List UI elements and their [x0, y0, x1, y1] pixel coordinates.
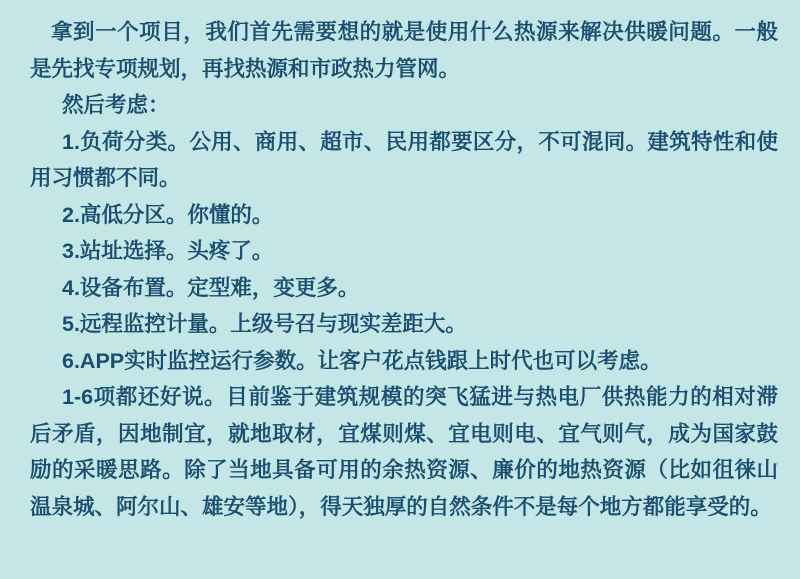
paragraph-item-4: 4.设备布置。定型难，变更多。	[62, 275, 360, 300]
paragraph-item-1: 1.负荷分类。公用、商用、超市、民用都要区分，不可混同。建筑特性和使用习惯都不同。	[30, 129, 778, 190]
paragraph-intro: 拿到一个项目，我们首先需要想的就是使用什么热源来解决供暖问题。一般是先找专项规划，再找热源和市政热力管网。	[30, 20, 778, 81]
paragraph-then-consider: 然后考虑：	[62, 93, 170, 117]
paragraph-summary: 1-6项都还好说。目前鉴于建筑规模的突飞猛进与热电厂供热能力的相对滞后矛盾，因地制宜，就地取材，宜煤则煤、宜电则电、宜气则气，成为国家鼓励的采暖思路。除了当地具备可用的余热资源、廉价的地热资源（比如徂徕山温泉城、阿尔山、雄安等地），得天独厚的自然条件不是每个地方都能享受的。	[30, 385, 778, 519]
paragraph-item-2: 2.高低分区。你懂的。	[62, 202, 274, 227]
paragraph-item-5: 5.远程监控计量。上级号召与现实差距大。	[62, 312, 467, 336]
paragraph-item-6: 6.APP实时监控运行参数。让客户花点钱跟上时代也可以考虑。	[62, 348, 662, 373]
paragraph-item-3: 3.站址选择。头疼了。	[62, 239, 274, 263]
